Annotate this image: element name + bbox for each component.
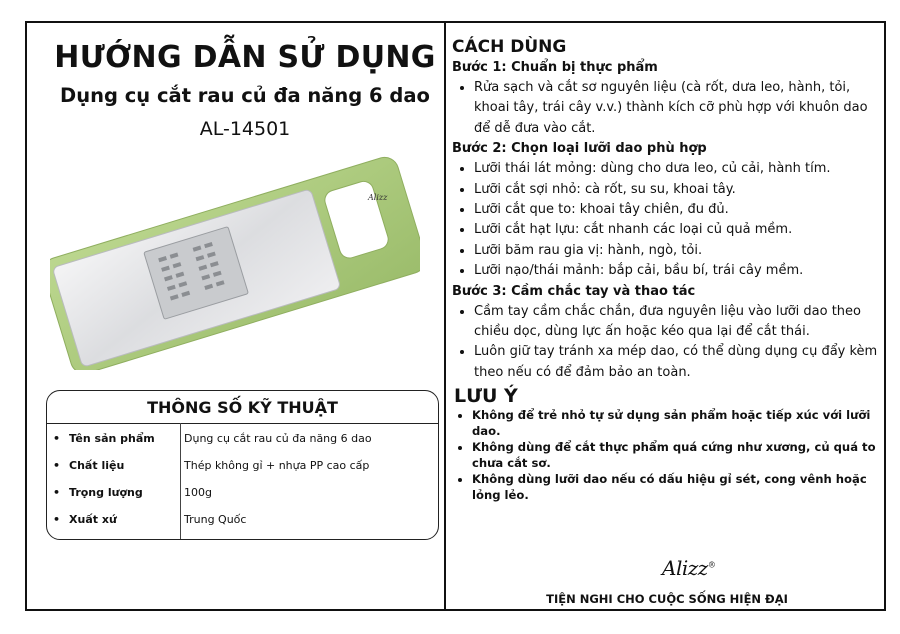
spec-value: Dụng cụ cắt rau củ đa năng 6 dao [184,432,372,445]
spec-title: THÔNG SỐ KỸ THUẬT [47,391,438,424]
product-subtitle: Dụng cụ cắt rau củ đa năng 6 dao [60,84,430,107]
step-title: Bước 2: Chọn loại lưỡi dao phù hợp [452,141,707,157]
spec-label: • Tên sản phẩm [53,432,155,445]
step-list [452,159,882,281]
spec-label: • Trọng lượng [53,486,143,499]
spec-value: Thép không gỉ + nhựa PP cao cấp [184,459,370,472]
notes-list [452,407,882,503]
list-item: • Lưỡi cắt que to: khoai tây chiên, đu đủ. [474,200,882,220]
list-item: • Không dùng lưỡi dao nếu có dấu hiệu gỉ sét, cong vênh hoặc lỏng lẻo. [472,471,882,503]
list-item: • Cầm tay cầm chắc chắn, đưa nguyên liệu vào lưỡi dao theo chiều dọc, dùng lực ấn hoặc kéo qua lại để cắt thái. [474,302,882,343]
list-item: • Không dùng để cắt thực phẩm quá cứng như xương, củ quá to chưa cắt sơ. [472,439,882,471]
list-item: • Lưỡi cắt hạt lựu: cắt nhanh các loại củ quả mềm. [474,220,882,240]
spec-row [47,486,438,512]
spec-row [47,513,438,539]
product-logo: Alizz [368,193,388,202]
list-item: • Lưỡi nạo/thái mảnh: bắp cải, bầu bí, trái cây mềm. [474,261,882,281]
spec-row [47,459,438,485]
step-list [452,302,882,384]
list-item: • Lưỡi băm rau gia vị: hành, ngò, tỏi. [474,241,882,261]
list-item: • Lưỡi thái lát mỏng: dùng cho dưa leo, củ cải, hành tím. [474,159,882,179]
slogan: TIỆN NGHI CHO CUỘC SỐNG HIỆN ĐẠI [546,592,788,606]
product-image [50,150,420,370]
usage-panel [452,36,882,503]
list-item: • Lưỡi cắt sợi nhỏ: cà rốt, su su, khoai tây. [474,180,882,200]
spec-value: 100g [184,486,212,499]
spec-row [47,432,438,458]
step-title: Bước 1: Chuẩn bị thực phẩm [452,60,658,75]
model-number: AL-14501 [199,118,291,140]
usage-heading: CÁCH DÙNG [452,37,567,57]
spec-value: Trung Quốc [184,513,247,526]
spec-table [46,390,439,540]
list-item: • Luôn giữ tay tránh xa mép dao, có thể dùng dụng cụ đẩy kèm theo nếu có để đảm bảo an toàn. [474,342,882,383]
notes-heading: LƯU Ý [454,385,518,408]
spec-label: • Chất liệu [53,459,124,472]
list-item: • Rửa sạch và cắt sơ nguyên liệu (cà rốt, dưa leo, hành, tỏi, khoai tây, trái cây v.v.) thành kích cỡ phù hợp với khuôn dao để dễ đưa vào cắt. [474,78,882,139]
list-item: • Không để trẻ nhỏ tự sử dụng sản phẩm hoặc tiếp xúc với lưỡi dao. [472,407,882,439]
page-title: HƯỚNG DẪN SỬ DỤNG [54,40,436,75]
brand-logo: Alizz® [662,556,716,580]
step-list [452,78,882,139]
spec-label: • Xuất xứ [53,513,117,526]
step-title: Bước 3: Cầm chắc tay và thao tác [452,283,696,299]
column-divider [444,21,446,611]
